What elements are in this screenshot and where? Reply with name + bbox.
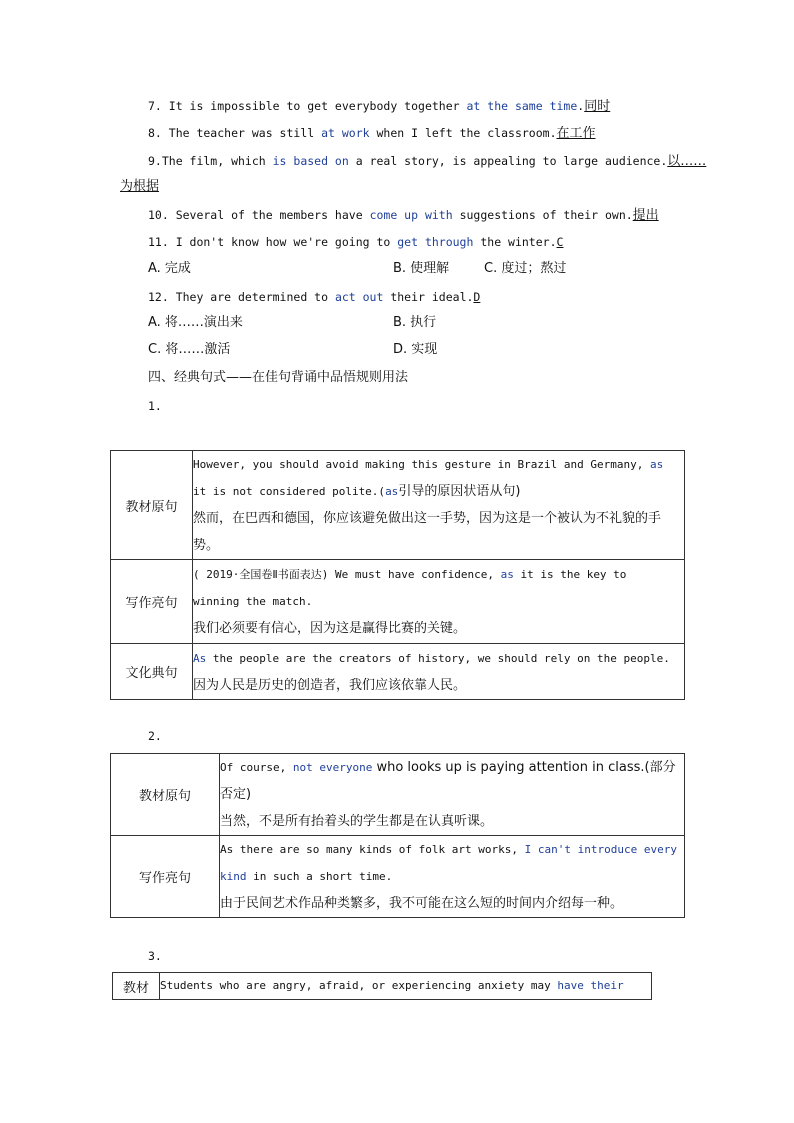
row-content bbox=[220, 836, 685, 918]
table-row bbox=[111, 451, 685, 560]
answer-text: 同时 bbox=[584, 99, 611, 114]
table-row bbox=[111, 644, 685, 700]
phrase-highlight: as bbox=[385, 485, 399, 498]
sentence-text: 11. I don't know how we're going to bbox=[148, 235, 398, 249]
sentence-text: suggestions of their own. bbox=[452, 208, 633, 222]
english-text: winning the match. bbox=[193, 595, 313, 608]
english-text: in such a short time. bbox=[246, 870, 393, 883]
option-12-d: D. 实现 bbox=[393, 342, 438, 357]
phrase-highlight: as bbox=[649, 458, 664, 471]
vocab-item-10 bbox=[148, 207, 659, 224]
phrase-highlight: act out bbox=[334, 290, 384, 304]
table-row bbox=[111, 560, 685, 644]
row-label: 文化典句 bbox=[111, 644, 193, 700]
phrase-highlight: at work bbox=[321, 126, 370, 140]
vocab-item-11 bbox=[148, 234, 563, 250]
option-11-b: B. 使理解 bbox=[393, 261, 450, 276]
option-11-c: C. 度过；熬过 bbox=[484, 261, 567, 276]
phrase-highlight: come up with bbox=[369, 208, 453, 222]
answer-text: C bbox=[556, 235, 564, 249]
item-number-2: 2. bbox=[148, 729, 162, 743]
option-12-a: A. 将……演出来 bbox=[148, 315, 243, 330]
answer-text: 提出 bbox=[632, 208, 659, 223]
english-text: ( 2019·全国卷Ⅱ书面表达) We must have confidence, bbox=[193, 568, 501, 581]
vocab-item-9-continuation bbox=[120, 179, 159, 195]
answer-text: 为根据 bbox=[120, 179, 160, 194]
phrase-highlight: at the same time bbox=[466, 99, 578, 113]
sentence-table-3 bbox=[112, 972, 652, 1000]
vocab-item-9 bbox=[148, 153, 706, 170]
option-12-b: B. 执行 bbox=[393, 315, 437, 330]
row-content bbox=[160, 973, 652, 1000]
row-label: 教材 bbox=[113, 973, 160, 1000]
phrase-highlight: As bbox=[193, 651, 207, 665]
table-row bbox=[111, 836, 685, 918]
answer-text: 以…… bbox=[667, 154, 707, 169]
sentence-text: their ideal. bbox=[383, 290, 474, 304]
option-11-a: A. 完成 bbox=[148, 261, 191, 276]
row-content bbox=[193, 644, 685, 700]
vocab-item-8 bbox=[148, 125, 596, 142]
phrase-highlight: kind bbox=[220, 870, 247, 883]
english-text: Students who are angry, afraid, or experiencing anxiety may bbox=[160, 979, 558, 992]
section-title: 四、经典句式——在佳句背诵中品悟规则用法 bbox=[148, 370, 409, 385]
phrase-highlight: I can't introduce every bbox=[524, 843, 677, 856]
chinese-translation: 当然，不是所有抬着头的学生都是在认真听课。 bbox=[220, 814, 494, 829]
sentence-table-1 bbox=[110, 450, 685, 700]
sentence-text: 8. The teacher was still bbox=[148, 126, 322, 140]
vocab-item-12 bbox=[148, 289, 480, 305]
phrase-highlight: is based on bbox=[272, 154, 349, 168]
phrase-highlight: have their bbox=[557, 979, 624, 992]
row-label: 写作亮句 bbox=[111, 560, 193, 644]
grammar-note: 引导的原因状语从句) bbox=[398, 484, 521, 499]
sentence-text: when I left the classroom. bbox=[369, 126, 557, 140]
sentence-text: 12. They are determined to bbox=[148, 290, 335, 304]
sentence-table-2 bbox=[110, 753, 685, 918]
option-12-c: C. 将……激活 bbox=[148, 342, 231, 357]
english-text: who looks up is paying attention in class.(部分否定) bbox=[220, 760, 676, 802]
sentence-text: 10. Several of the members have bbox=[148, 208, 370, 222]
answer-text: 在工作 bbox=[556, 126, 596, 141]
table-row bbox=[113, 973, 652, 1000]
row-label: 写作亮句 bbox=[111, 836, 220, 918]
english-text: it is the key to bbox=[513, 568, 627, 581]
phrase-highlight: not everyone bbox=[292, 761, 373, 774]
row-label: 教材原句 bbox=[111, 451, 193, 560]
item-number-1: 1. bbox=[148, 399, 162, 413]
row-content bbox=[193, 451, 685, 560]
chinese-translation: 然而，在巴西和德国，你应该避免做出这一手势，因为这是一个被认为不礼貌的手势。 bbox=[193, 511, 662, 553]
row-content bbox=[193, 560, 685, 644]
sentence-text: 7. It is impossible to get everybody together bbox=[148, 99, 467, 113]
row-content bbox=[220, 754, 685, 836]
sentence-text: 9.The film, which bbox=[148, 154, 273, 168]
answer-text: D bbox=[473, 290, 481, 304]
phrase-highlight: as bbox=[500, 568, 514, 581]
english-text: it is not considered polite.( bbox=[193, 485, 386, 498]
sentence-text: the winter. bbox=[473, 235, 557, 249]
english-text: However, you should avoid making this gesture in Brazil and Germany, bbox=[193, 458, 650, 471]
table-row bbox=[111, 754, 685, 836]
vocab-item-7 bbox=[148, 98, 610, 115]
english-text: As there are so many kinds of folk art works, bbox=[220, 843, 525, 856]
phrase-highlight: get through bbox=[397, 235, 474, 249]
item-number-3: 3. bbox=[148, 949, 162, 963]
english-text: Of course, bbox=[220, 761, 293, 774]
chinese-translation: 我们必须要有信心，因为这是赢得比赛的关键。 bbox=[193, 621, 467, 636]
chinese-translation: 因为人民是历史的创造者，我们应该依靠人民。 bbox=[193, 677, 467, 693]
english-text: the people are the creators of history, we should rely on the people. bbox=[206, 651, 670, 665]
sentence-text: a real story, is appealing to large audience. bbox=[348, 154, 668, 168]
row-label: 教材原句 bbox=[111, 754, 220, 836]
chinese-translation: 由于民间艺术作品种类繁多，我不可能在这么短的时间内介绍每一种。 bbox=[220, 896, 624, 911]
sentence-text: . bbox=[577, 99, 585, 113]
